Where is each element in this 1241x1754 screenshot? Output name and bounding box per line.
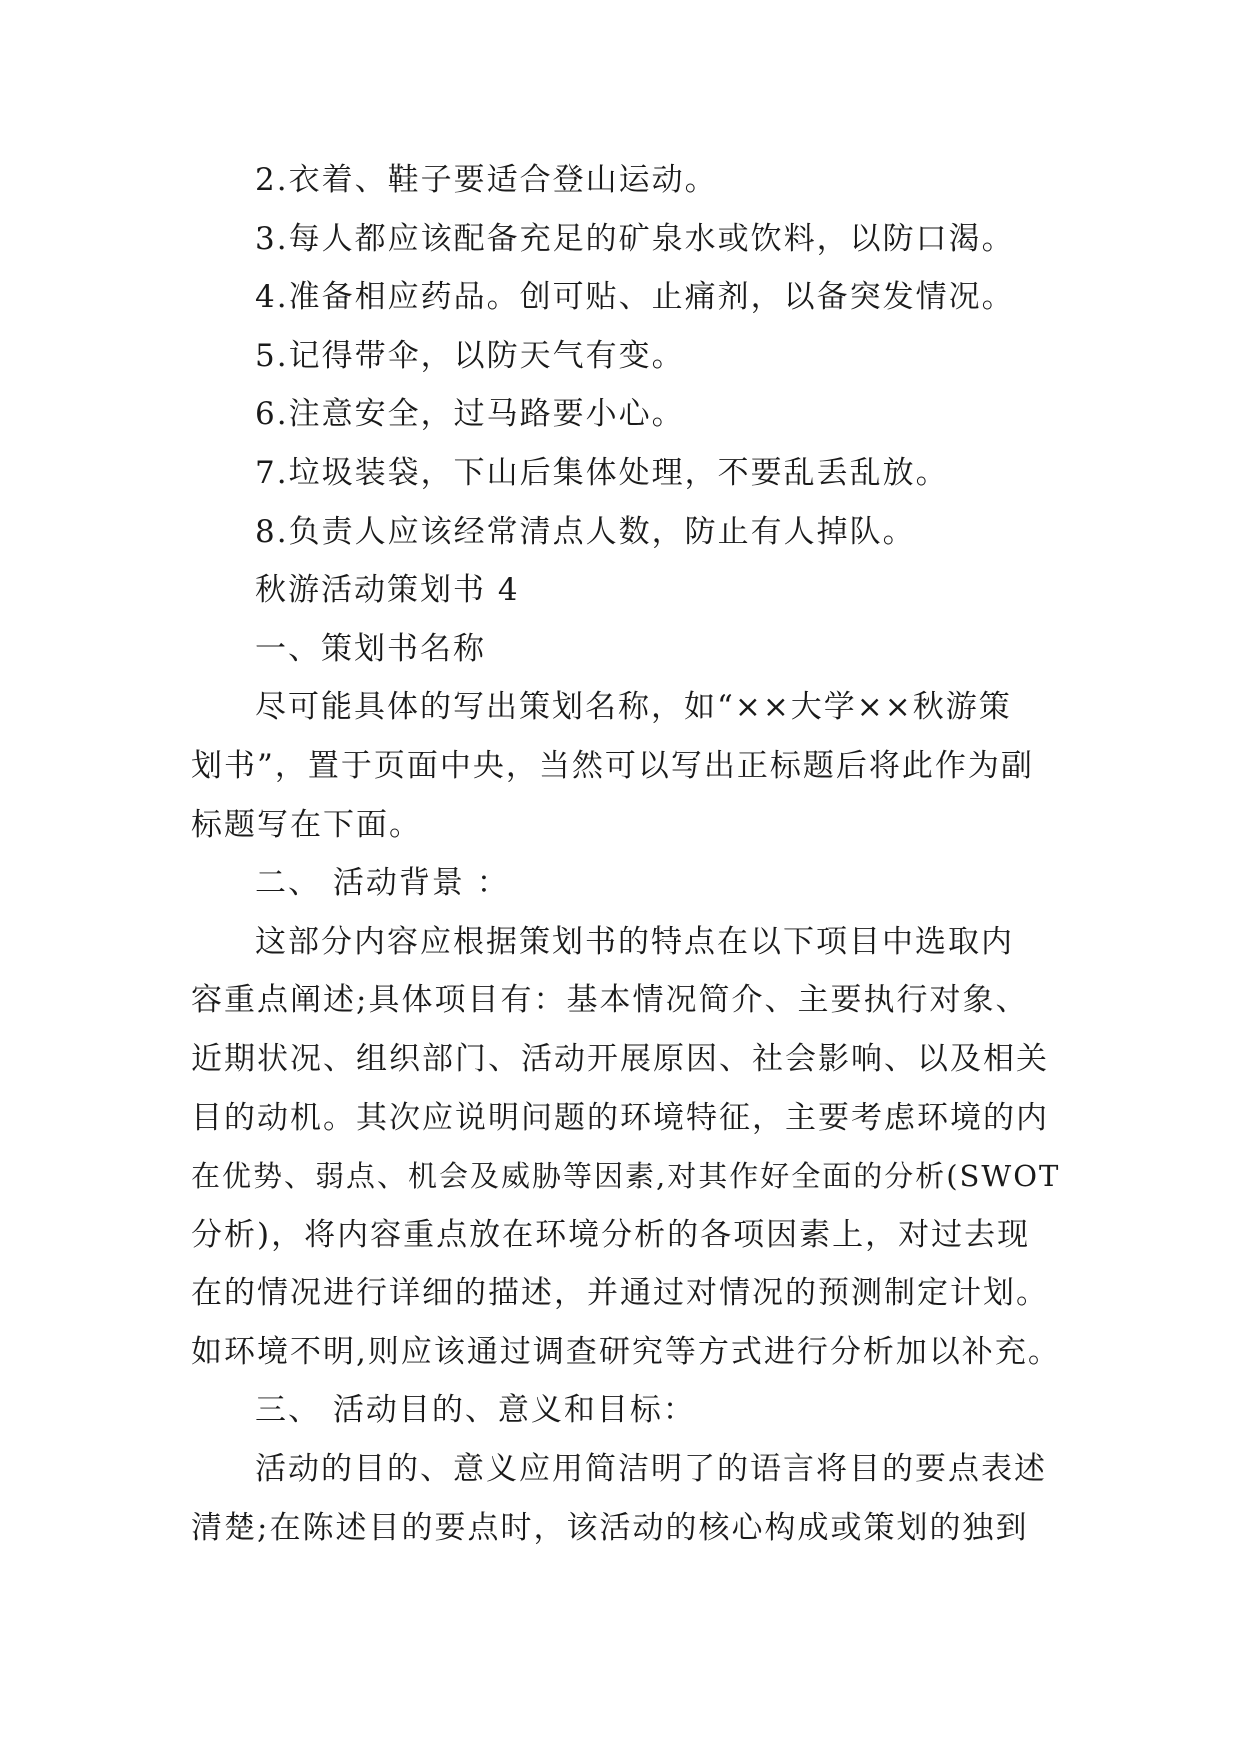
- text-line: 尽可能具体的写出策划名称，如“××大学××秋游策: [255, 689, 1012, 726]
- text-line: 秋游活动策划书 4: [255, 572, 520, 609]
- text-line: 容重点阐述;具体项目有：基本情况简介、主要执行对象、: [191, 982, 1029, 1019]
- text-line: 三、 活动目的、意义和目标：: [255, 1392, 696, 1429]
- text-line: 分析)，将内容重点放在环境分析的各项因素上，对过去现: [191, 1216, 1031, 1253]
- text-line: 6.注意安全，过马路要小心。: [255, 396, 685, 433]
- text-line: 近期状况、组织部门、活动开展原因、社会影响、以及相关: [191, 1040, 1049, 1077]
- text-line: 5.记得带伞，以防天气有变。: [255, 337, 685, 374]
- text-line: 标题写在下面。: [191, 806, 422, 843]
- text-line: 这部分内容应根据策划书的特点在以下项目中选取内: [255, 923, 1014, 960]
- text-line: 清楚;在陈述目的要点时，该活动的核心构成或策划的独到: [191, 1509, 1029, 1546]
- text-line: 划书”，置于页面中央，当然可以写出正标题后将此作为副: [191, 747, 1034, 784]
- text-line: 活动的目的、意义应用简洁明了的语言将目的要点表述: [255, 1451, 1047, 1488]
- text-line: 7.垃圾装袋，下山后集体处理，不要乱丢乱放。: [255, 454, 949, 491]
- text-line: 在优势、弱点、机会及威胁等因素,对其作好全面的分析(SWOT: [191, 1159, 1061, 1194]
- document-body: [191, 151, 1061, 1557]
- text-line: 一、策划书名称: [255, 630, 486, 667]
- text-line: 如环境不明,则应该通过调查研究等方式进行分析加以补充。: [191, 1333, 1061, 1370]
- text-line: 二、 活动背景 ：: [255, 865, 510, 902]
- text-line: 8.负责人应该经常清点人数，防止有人掉队。: [255, 513, 916, 550]
- text-line: 4.准备相应药品。创可贴、止痛剂，以备突发情况。: [255, 279, 1015, 316]
- text-line: 在的情况进行详细的描述，并通过对情况的预测制定计划。: [191, 1275, 1049, 1312]
- text-line: 目的动机。其次应说明问题的环境特征，主要考虑环境的内: [191, 1099, 1049, 1136]
- text-line: 3.每人都应该配备充足的矿泉水或饮料，以防口渴。: [255, 220, 1015, 257]
- text-line: 2.衣着、鞋子要适合登山运动。: [255, 162, 718, 198]
